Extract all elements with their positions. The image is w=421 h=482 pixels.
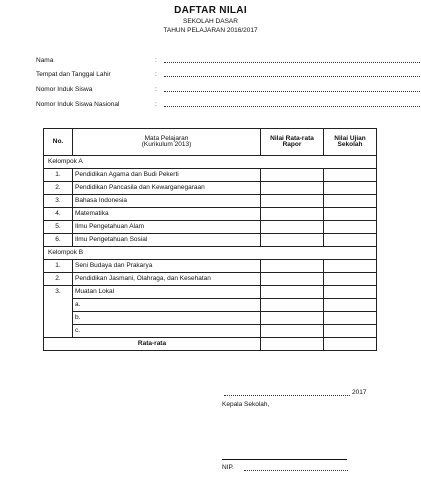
average-row (44, 338, 377, 351)
header-school-exam (324, 129, 377, 156)
field-fill-line (164, 106, 420, 107)
table-row (44, 182, 377, 195)
row-number: 3. (44, 195, 73, 208)
report-score-cell[interactable] (261, 325, 324, 338)
row-subject: Seni Budaya dan Prakarya (73, 260, 261, 273)
row-number: 2. (44, 182, 73, 195)
exam-score-cell[interactable] (324, 273, 377, 286)
field-label: Nama (36, 57, 54, 64)
report-score-cell[interactable] (261, 299, 324, 312)
exam-score-cell[interactable] (324, 260, 377, 273)
group-label-b: Kelompok B (44, 247, 377, 260)
average-label: Rata-rata (44, 338, 261, 351)
table-row (44, 312, 377, 325)
header-subject (73, 129, 261, 156)
header-exam-line1: Nilai Ujian (334, 134, 366, 142)
exam-average-cell[interactable] (324, 338, 377, 351)
exam-score-cell[interactable] (324, 286, 377, 299)
field-colon: : (155, 57, 157, 64)
field-fill-line (164, 91, 420, 92)
report-score-cell[interactable] (261, 234, 324, 247)
report-score-cell[interactable] (261, 312, 324, 325)
table-row (44, 273, 377, 286)
row-number-blank (44, 325, 73, 338)
table-row (44, 208, 377, 221)
exam-score-cell[interactable] (324, 312, 377, 325)
table-row (44, 169, 377, 182)
row-number: 1. (44, 260, 73, 273)
table-row (44, 260, 377, 273)
row-sub-item: b. (73, 312, 261, 325)
report-score-cell[interactable] (261, 273, 324, 286)
field-fill-line (164, 62, 420, 63)
field-label: Tempat dan Tanggal Lahir (36, 71, 111, 78)
row-subject: Muatan Lokal (73, 286, 261, 299)
table-row (44, 221, 377, 234)
group-label-a: Kelompok A (44, 156, 377, 169)
header-subject-line2: (Kurikulum 2013) (141, 141, 192, 148)
table-row (44, 325, 377, 338)
field-label: Nomor Induk Siswa Nasional (36, 101, 120, 108)
header-report-line1: Nilai Rata-rata (270, 134, 314, 142)
grades-table (43, 128, 377, 351)
header-report-line2: Rapor (282, 141, 302, 148)
table-row (44, 195, 377, 208)
table-row (44, 286, 377, 299)
exam-score-cell[interactable] (324, 208, 377, 221)
row-number: 6. (44, 234, 73, 247)
nip-fill-line (244, 470, 348, 471)
table-row (44, 234, 377, 247)
row-subject: Pendidikan Agama dan Budi Pekerti (73, 169, 261, 182)
nip-label: NIP. (222, 464, 234, 471)
row-number-blank (44, 312, 73, 325)
principal-label: Kepala Sekolah, (222, 401, 270, 408)
exam-score-cell[interactable] (324, 182, 377, 195)
field-colon: : (155, 101, 157, 108)
report-score-cell[interactable] (261, 221, 324, 234)
exam-score-cell[interactable] (324, 299, 377, 312)
signature-date-line (224, 395, 350, 396)
row-number: 2. (44, 273, 73, 286)
row-subject: Pendidikan Jasmani, Olahraga, dan Kesehatan (73, 273, 261, 286)
academic-year: TAHUN PELAJARAN 2016/2017 (163, 27, 258, 34)
header-exam-line2: Sekolah (337, 141, 363, 148)
table-header-row (44, 129, 377, 156)
report-score-cell[interactable] (261, 195, 324, 208)
header-subject-line1: Mata Pelajaran (144, 134, 189, 142)
field-fill-line (164, 76, 420, 77)
row-sub-item: c. (73, 325, 261, 338)
exam-score-cell[interactable] (324, 221, 377, 234)
row-sub-item: a. (73, 299, 261, 312)
group-row (44, 247, 377, 260)
row-subject: Pendidikan Pancasila dan Kewarganegaraan (73, 182, 261, 195)
report-average-cell[interactable] (261, 338, 324, 351)
report-score-cell[interactable] (261, 208, 324, 221)
group-row (44, 156, 377, 169)
exam-score-cell[interactable] (324, 234, 377, 247)
document-title: DAFTAR NILAI (174, 5, 247, 16)
header-no: No. (44, 129, 73, 156)
signature-year: 2017 (352, 389, 367, 396)
school-level: SEKOLAH DASAR (183, 18, 238, 25)
row-number-blank (44, 299, 73, 312)
exam-score-cell[interactable] (324, 325, 377, 338)
row-subject: Bahasa Indonesia (73, 195, 261, 208)
row-number: 1. (44, 169, 73, 182)
report-score-cell[interactable] (261, 286, 324, 299)
report-score-cell[interactable] (261, 260, 324, 273)
row-number: 3. (44, 286, 73, 299)
signature-line (222, 459, 347, 460)
header-report-average (261, 129, 324, 156)
field-label: Nomor Induk Siswa (36, 86, 93, 93)
report-score-cell[interactable] (261, 182, 324, 195)
row-number: 4. (44, 208, 73, 221)
table-row (44, 299, 377, 312)
row-subject: Ilmu Pengetahuan Sosial (73, 234, 261, 247)
field-colon: : (155, 86, 157, 93)
row-subject: Matematika (73, 208, 261, 221)
field-colon: : (155, 71, 157, 78)
exam-score-cell[interactable] (324, 169, 377, 182)
exam-score-cell[interactable] (324, 195, 377, 208)
row-subject: Ilmu Pengetahuan Alam (73, 221, 261, 234)
row-number: 5. (44, 221, 73, 234)
report-score-cell[interactable] (261, 169, 324, 182)
